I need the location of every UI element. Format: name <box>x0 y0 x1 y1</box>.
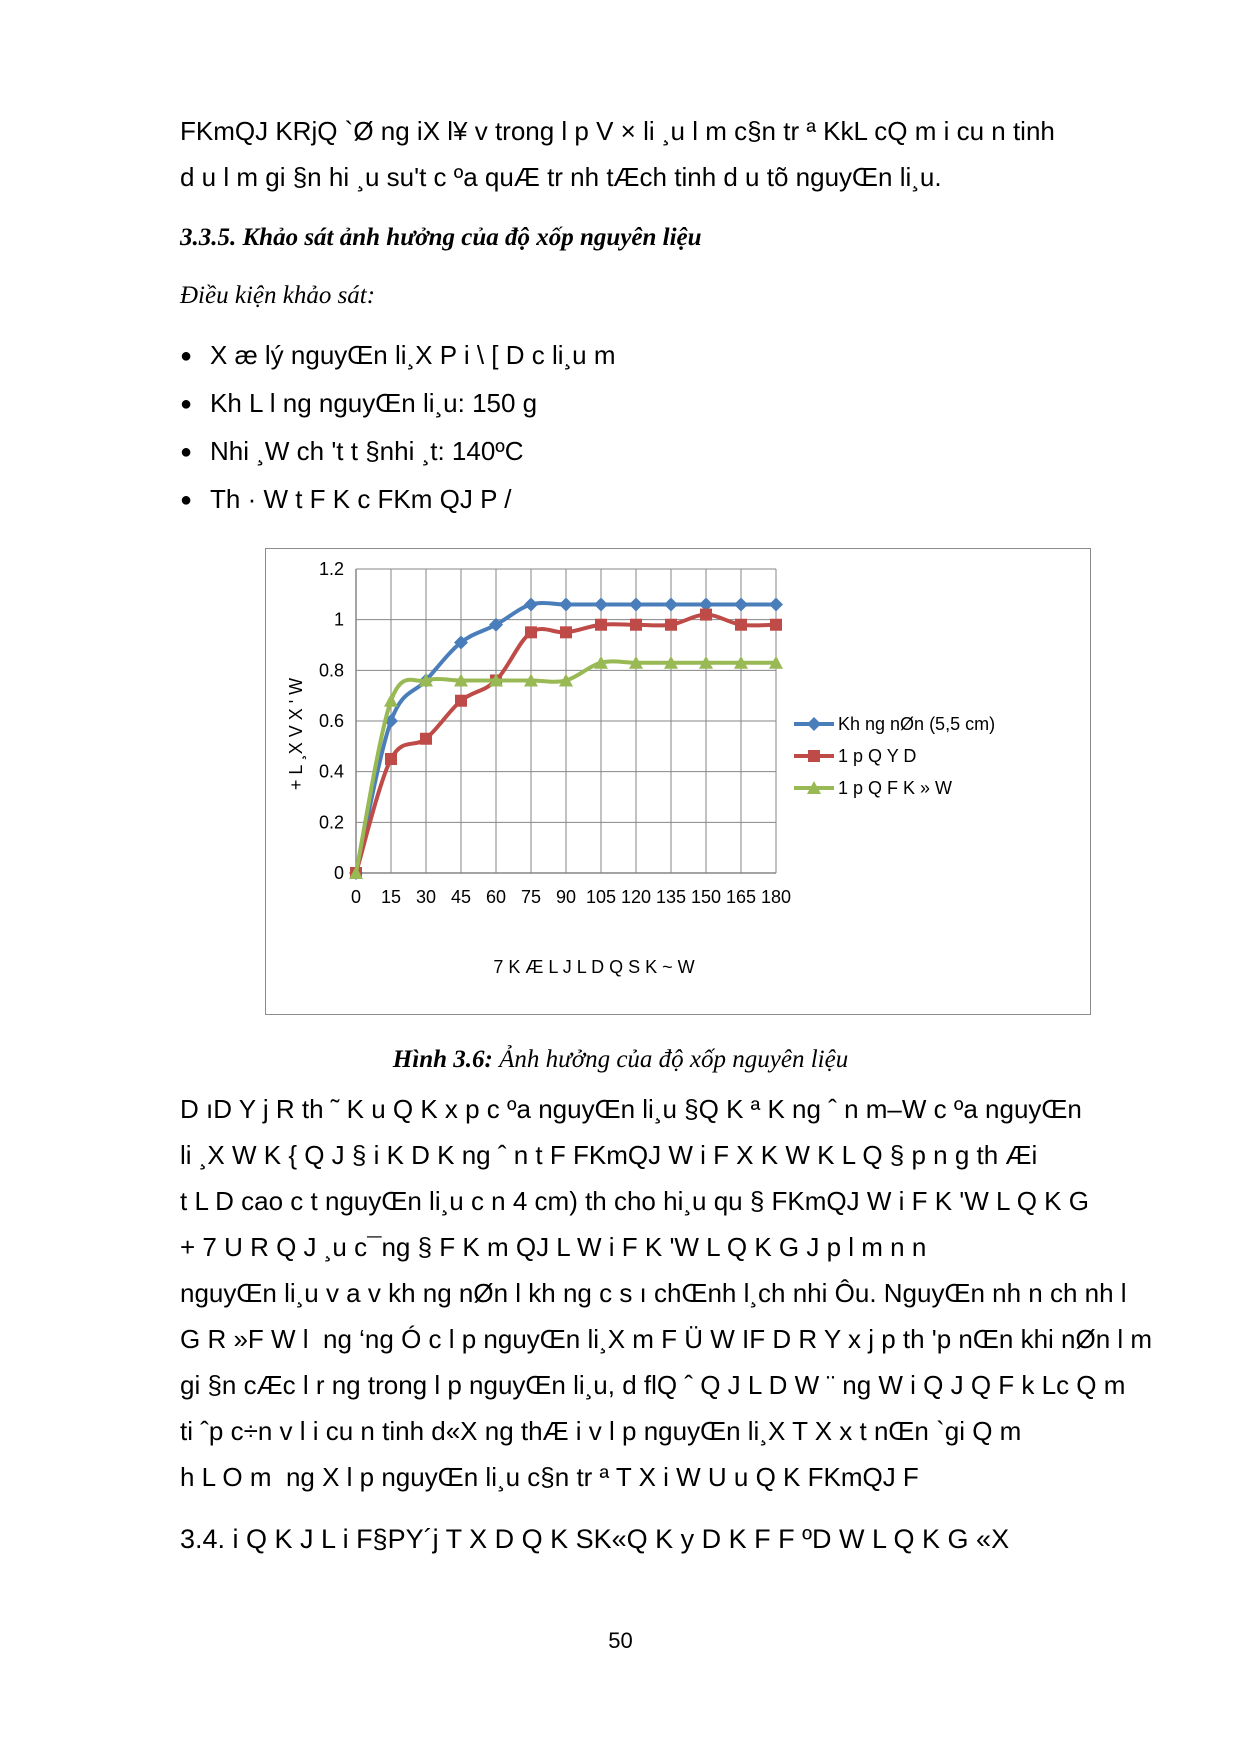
discussion-line: nguyŒn li¸u v a v kh ng nØn l kh ng c s ı chŒnh l¸ch nhi Ôu. NguyŒn nh n ch nh l <box>180 1278 1127 1308</box>
next-section-heading: 3.4. i Q K J L i F§PY´j T X D Q K SK«Q K y D K F F ºD W L Q K G «X <box>180 1524 1010 1554</box>
discussion-line: ti ˆp c÷n v l i cu n tinh d«X ng thÆ i v l p nguyŒn li¸X T X x t nŒn `gi Q m <box>180 1416 1022 1446</box>
figure-frame <box>265 548 1091 1015</box>
condition-text: Th · W t F K c FKm QJ P / <box>210 484 512 514</box>
legend-label: 1 p Q F K » W <box>838 778 953 798</box>
discussion-line: D ıD Y j R th ˜ K u Q K x p c ºa nguyŒn li¸u §Q K ª K ng ˆ n m–W c ºa nguyŒn <box>180 1094 1082 1124</box>
data-point <box>770 619 782 631</box>
data-point <box>700 609 712 621</box>
y-axis-title: + L ¸X V X ' W <box>286 677 306 791</box>
bullet-icon: ● <box>180 441 193 463</box>
data-point <box>420 733 432 745</box>
data-point <box>560 626 572 638</box>
condition-text: Nhi ¸W ch 't t §nhi ¸t: 140ºC <box>210 436 524 466</box>
x-tick-label: 90 <box>555 887 577 907</box>
condition-item <box>180 386 1080 421</box>
bullet-icon: ● <box>180 345 193 367</box>
x-tick-label: 150 <box>690 887 722 907</box>
conditions-title: Điều kiện khảo sát: <box>180 282 376 309</box>
condition-item <box>180 434 1080 469</box>
legend-item <box>794 714 995 734</box>
data-point <box>595 619 607 631</box>
x-tick-label: 0 <box>350 887 362 907</box>
figure-caption <box>0 1044 1241 1076</box>
x-tick-label: 15 <box>380 887 402 907</box>
x-tick-label: 120 <box>620 887 652 907</box>
y-tick-label: 0.8 <box>318 660 344 681</box>
condition-item <box>180 482 1080 517</box>
legend-item <box>794 778 952 798</box>
discussion-line: t L D cao c t nguyŒn li¸u c n 4 cm) th cho hi¸u qu § FKmQJ W i F K 'W L Q K G <box>180 1186 1089 1216</box>
x-axis-title: 7 K Æ L J L D Q S K ~ W <box>493 957 695 977</box>
y-tick-label: 1.2 <box>318 559 344 579</box>
discussion-line: li ¸X W K { Q J § i K D K ng ˆ n t F FKmQJ W i F X K W K L Q § p n g th Æi <box>180 1140 1038 1170</box>
bullet-icon: ● <box>180 393 193 415</box>
discussion-line: + 7 U R Q J ¸u c¯ng § F K m QJ L W i F K 'W L Q K G J p l m n n <box>180 1232 927 1262</box>
y-tick-label: 0 <box>333 863 344 883</box>
line-chart <box>266 549 1090 1014</box>
intro-line-1: FKmQJ KRjQ `Ø ng iX l¥ v trong l p V × li ¸u l m c§n tr ª KkL cQ m i cu n tinh <box>180 116 1055 146</box>
data-point <box>735 619 747 631</box>
data-point <box>385 753 397 765</box>
caption-label: Hình 3.6: <box>392 1046 493 1073</box>
discussion-line: gi §n cÆc l r ng trong l p nguyŒn li¸u, d flQ ˆ Q J L D W ¨ ng W i Q J Q F k Lc Q m <box>180 1370 1126 1400</box>
y-tick-label: 0.4 <box>318 761 344 782</box>
condition-item <box>180 338 1080 373</box>
bullet-icon: ● <box>180 489 193 511</box>
data-point <box>525 626 537 638</box>
data-point <box>808 750 820 762</box>
x-tick-label: 165 <box>725 887 757 907</box>
page-number: 50 <box>608 1628 633 1653</box>
condition-text: X æ lý nguyŒn li¸X P i \ [ D c li¸u m <box>210 340 616 370</box>
x-tick-label: 180 <box>760 887 792 907</box>
x-tick-label: 135 <box>655 887 687 907</box>
x-tick-label: 60 <box>485 887 507 907</box>
y-tick-label: 1 <box>333 609 344 630</box>
legend-item <box>794 746 916 766</box>
data-point <box>630 619 642 631</box>
data-point <box>665 619 677 631</box>
data-point <box>455 695 467 707</box>
discussion-line: h L O m ng X l p nguyŒn li¸u c§n tr ª T X i W U u Q K FKmQJ F <box>180 1462 919 1492</box>
legend-label: 1 p Q Y D <box>838 746 917 766</box>
legend-label: Kh ng nØn (5,5 cm) <box>838 714 996 734</box>
data-point <box>807 717 821 731</box>
caption-text: Ảnh hưởng của độ xốp nguyên liệu <box>492 1046 849 1073</box>
intro-line-2: d u l m gi §n hi ¸u su't c ºa quÆ tr nh tÆch tinh d u tõ nguyŒn li¸u. <box>180 162 942 192</box>
x-tick-label: 75 <box>520 887 542 907</box>
y-tick-label: 0.6 <box>318 711 344 731</box>
x-tick-label: 45 <box>450 887 472 907</box>
condition-text: Kh L l ng nguyŒn li¸u: 150 g <box>210 388 538 418</box>
y-tick-label: 0.2 <box>318 812 344 833</box>
x-tick-label: 30 <box>415 887 437 907</box>
section-heading: 3.3.5. Khảo sát ảnh hưởng của độ xốp nguyên liệu <box>180 224 702 251</box>
x-tick-label: 105 <box>585 887 617 907</box>
discussion-line: G R »F W l ng ‘ng Ó c l p nguyŒn li¸X m F Ü W IF D R Y x j p th 'p nŒn khi nØn l m <box>180 1324 1153 1354</box>
